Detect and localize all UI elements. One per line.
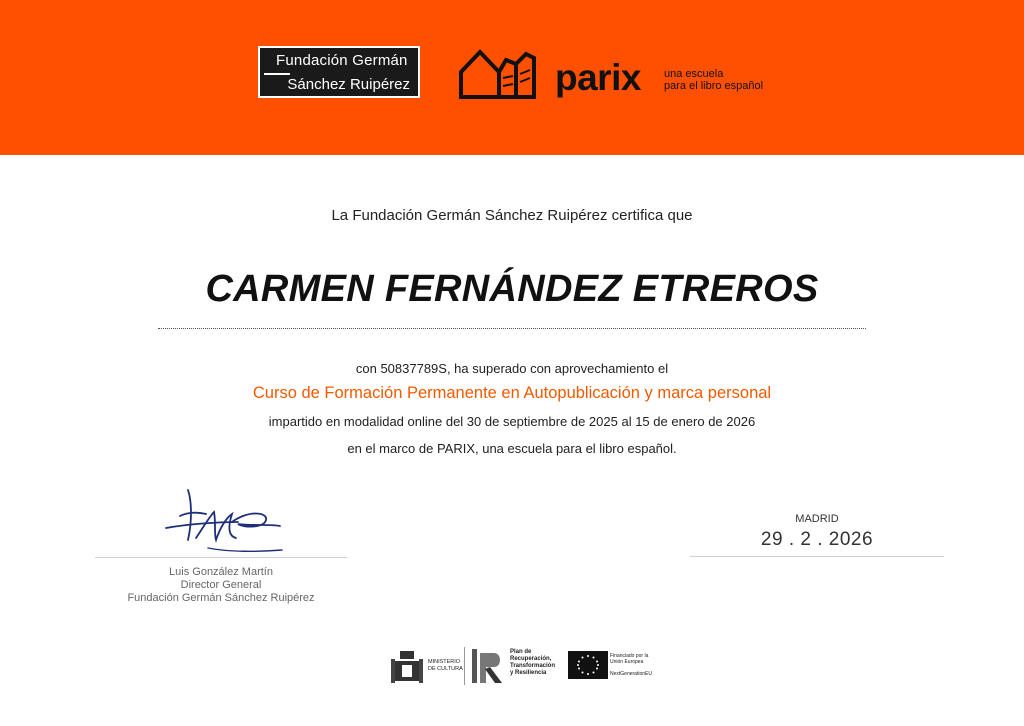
plan-line2: Recuperación, <box>510 656 552 662</box>
name-divider <box>158 328 866 329</box>
signatory-block <box>95 566 347 605</box>
parix-wordmark: parix <box>555 57 641 98</box>
issue-city: MADRID <box>795 513 839 525</box>
eu-line1: Financiado por la <box>610 653 649 659</box>
signature-image <box>158 482 288 554</box>
recovery-plan-label <box>510 649 555 677</box>
certificate-intro: La Fundación Germán Sánchez Ruipérez certifica que <box>331 207 693 224</box>
eu-funding-label <box>610 653 652 677</box>
funding-logos <box>388 645 658 689</box>
plan-line3: Transformación <box>510 663 556 669</box>
framework-line: en el marco de PARIX, una escuela para el libro español. <box>347 441 677 456</box>
eu-line3: NextGenerationEU <box>610 671 652 677</box>
plan-line1: Plan de <box>510 649 532 655</box>
fgsr-logo <box>258 46 420 98</box>
recipient-name: CARMEN FERNÁNDEZ ETREROS <box>205 268 819 310</box>
parix-tagline <box>664 68 763 92</box>
plan-line4: y Resiliencia <box>510 670 547 676</box>
issue-date: 29 . 2 . 2026 <box>760 529 874 550</box>
signatory-role: Director General <box>180 579 262 591</box>
ministry-label <box>428 659 463 672</box>
house-book-icon <box>458 48 538 100</box>
parix-tagline-line1: una escuela <box>664 68 724 80</box>
logo-rule <box>264 73 290 75</box>
fgsr-logo-line2: Sánchez Ruipérez <box>287 76 410 93</box>
course-title: Curso de Formación Permanente en Autopublicación y marca personal <box>252 384 772 402</box>
signatory-organization: Fundación Germán Sánchez Ruipérez <box>127 592 315 604</box>
modality-line: impartido en modalidad online del 30 de septiembre de 2025 al 15 de enero de 2026 <box>268 414 756 429</box>
signatory-name: Luis González Martín <box>169 566 273 578</box>
signature-rule <box>95 557 347 558</box>
prtr-logo-icon <box>470 647 508 685</box>
footer-divider <box>464 647 465 685</box>
ministry-line2: DE CULTURA <box>428 665 463 672</box>
eu-line2: Unión Europea <box>610 659 644 665</box>
spain-coat-of-arms-icon <box>390 649 424 685</box>
eu-flag-icon <box>568 651 608 679</box>
header-banner <box>0 0 1024 155</box>
id-line: con 50837789S, ha superado con aprovechamiento el <box>355 361 669 376</box>
date-rule <box>690 556 944 557</box>
fgsr-logo-line1: Fundación Germán <box>276 52 408 69</box>
parix-tagline-line2: para el libro español <box>664 80 764 92</box>
ministry-line1: MINISTERIO <box>428 659 461 665</box>
